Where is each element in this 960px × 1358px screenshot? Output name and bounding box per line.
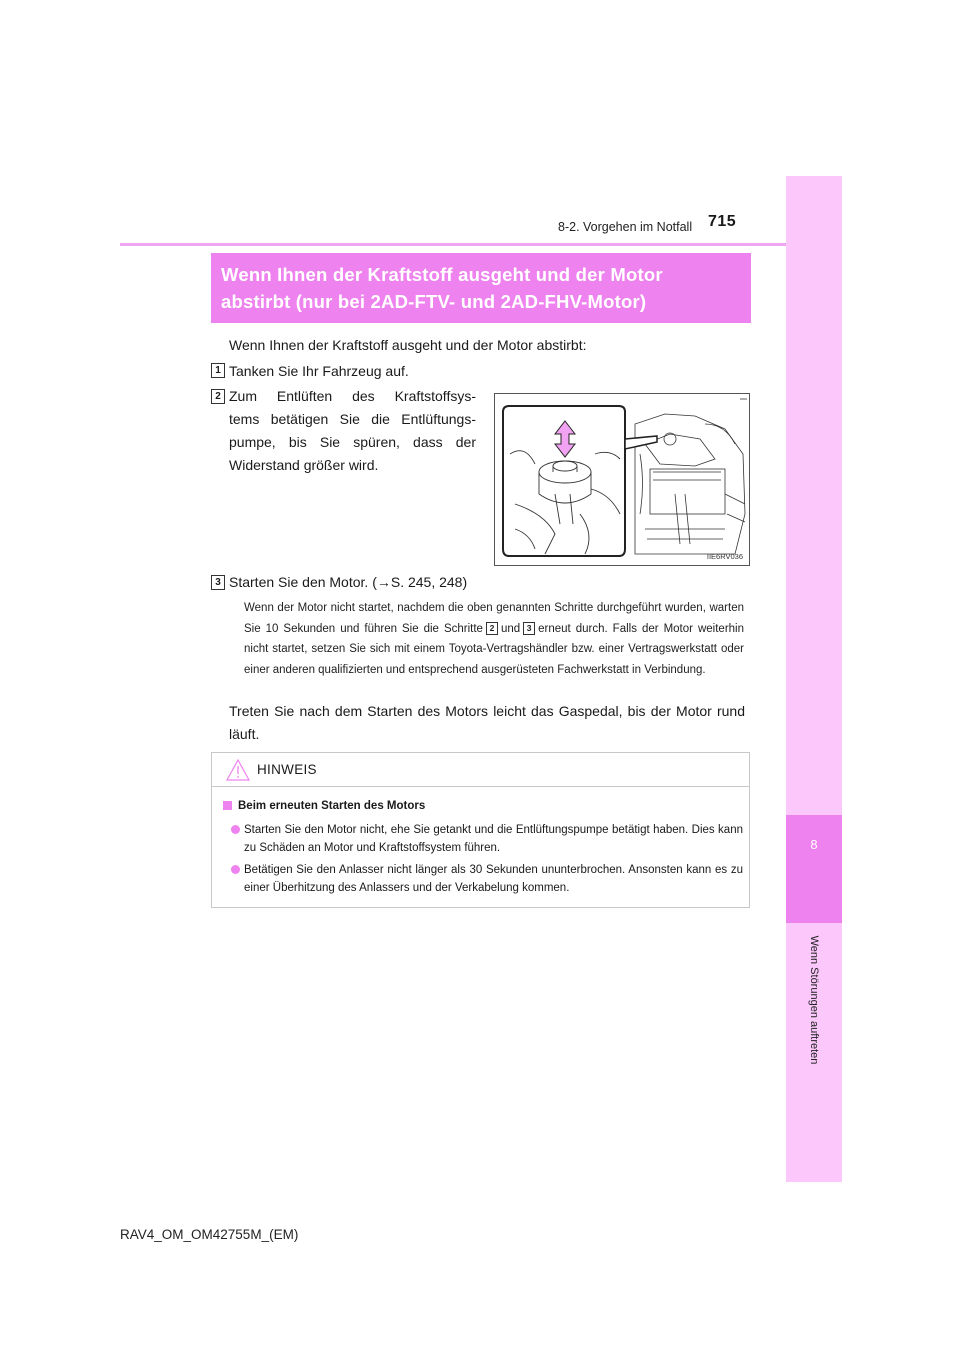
step-2-text bbox=[229, 385, 476, 477]
notice-subheading bbox=[223, 800, 425, 812]
step-1-text: Tanken Sie Ihr Fahrzeug auf. bbox=[229, 363, 409, 379]
bullet-dot-icon bbox=[231, 865, 240, 874]
section-heading-box bbox=[211, 253, 751, 323]
step-2-line-3: pumpe, bis Sie spüren, dass der bbox=[229, 434, 476, 450]
section-heading bbox=[221, 261, 741, 315]
notice-bullet-1-text: Starten Sie den Motor nicht, ehe Sie getankt und die Entlüftungspumpe betätigt haben. Dies kann zu Schäden an Motor und Kraftstoffsystem führen. bbox=[244, 824, 743, 854]
section-reference: 8-2. Vorgehen im Notfall bbox=[558, 220, 693, 234]
step-2-line-2: tems betätigen Sie die Entlüftungs- bbox=[229, 411, 476, 427]
step-2-line-1: Zum Entlüften des Kraftstoffsys- bbox=[229, 388, 476, 404]
document-code: RAV4_OM_OM42755M_(EM) bbox=[120, 1227, 299, 1242]
chapter-number-tab bbox=[786, 815, 842, 923]
section-heading-line-1: Wenn Ihnen der Kraftstoff ausgeht und der Motor bbox=[221, 264, 663, 285]
notice-bullet-2 bbox=[231, 861, 743, 897]
restart-note-part-1: Wenn der Motor nicht startet, nachdem die oben genannten Schritte durchgeführt wurden, warten Sie 10 Sekunden und führen Sie die Schritte bbox=[244, 602, 744, 635]
figure-code: IIE6RV036 bbox=[706, 552, 743, 561]
section-heading-line-2: abstirbt (nur bei 2AD-FTV- und 2AD-FHV-Motor) bbox=[221, 291, 647, 312]
inline-step-2-marker: 2 bbox=[486, 622, 498, 635]
page-number: 715 bbox=[708, 213, 737, 230]
notice-subheading-text: Beim erneuten Starten des Motors bbox=[238, 800, 426, 812]
notice-bullet-1 bbox=[231, 821, 743, 857]
step-2-marker: 2 bbox=[211, 389, 225, 404]
notice-bullet-2-text: Betätigen Sie den Anlasser nicht länger als 30 Sekunden ununterbrochen. Ansonsten kann es zu einer Überhitzung des Anlassers und der Verkabelung kommen. bbox=[244, 864, 743, 894]
step-3-marker: 3 bbox=[211, 575, 225, 590]
step-2-line-4: Widerstand größer wird. bbox=[229, 457, 379, 473]
chapter-label: Wenn Störungen auftreten bbox=[808, 935, 820, 1065]
warning-icon bbox=[226, 759, 250, 781]
intro-text: Wenn Ihnen der Kraftstoff ausgeht und der Motor abstirbt: bbox=[229, 337, 587, 353]
restart-note-and: und bbox=[500, 622, 521, 635]
step-3-text: Starten Sie den Motor. (→S. 245, 248) bbox=[229, 574, 468, 590]
restart-note bbox=[244, 598, 744, 680]
accelerator-paragraph: Treten Sie nach dem Starten des Motors leicht das Gaspedal, bis der Motor rund läuft. bbox=[229, 703, 745, 742]
engine-bay-drawing bbox=[495, 394, 751, 567]
bullet-dot-icon bbox=[231, 825, 240, 834]
header-rule bbox=[120, 243, 786, 246]
inline-step-3-marker: 3 bbox=[523, 622, 535, 635]
notice-label: HINWEIS bbox=[257, 762, 317, 777]
notice-header bbox=[212, 753, 749, 787]
square-bullet-icon bbox=[223, 801, 232, 810]
engine-illustration bbox=[494, 393, 750, 566]
notice-box bbox=[211, 752, 750, 908]
step-1-marker: 1 bbox=[211, 363, 225, 378]
restart-note-part-2: erneut durch. Falls der Motor weiterhin nicht startet, setzen Sie sich mit einem Toyota-Vertragshändler bzw. einer Vertragswerkstatt oder einer anderen qualifizierten und entsprechend ausgerüsteten Fachwerkstatt in Verbindung. bbox=[244, 622, 744, 676]
chapter-number: 8 bbox=[810, 837, 818, 852]
